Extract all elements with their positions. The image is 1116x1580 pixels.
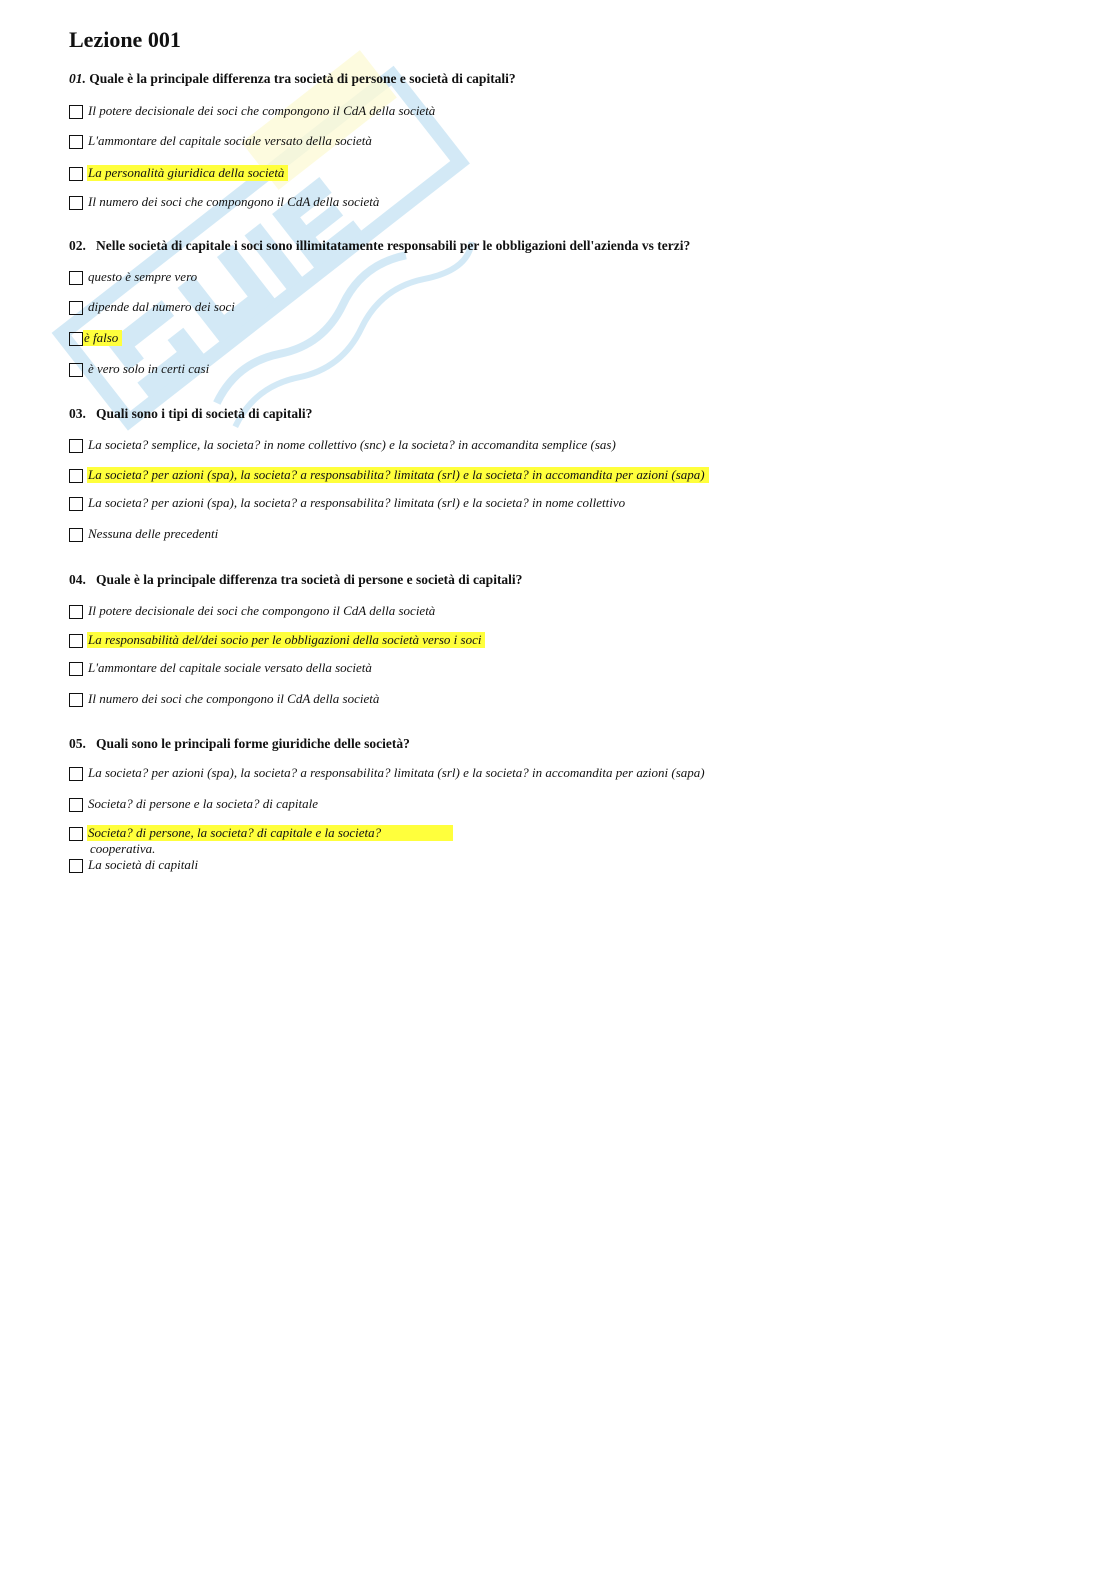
answer-option[interactable] — [69, 660, 376, 678]
answer-option[interactable] — [69, 194, 383, 212]
answer-text: La societa? semplice, la societa? in nome collettivo (snc) e la societa? in accomandita semplice (sas) — [88, 437, 616, 452]
checkbox[interactable] — [69, 827, 83, 841]
answer-option[interactable] — [69, 857, 202, 875]
question-number: 04. — [69, 572, 86, 587]
question-number: 03. — [69, 406, 86, 421]
checkbox[interactable] — [69, 135, 83, 149]
checkbox[interactable] — [69, 528, 83, 542]
answer-text: La società di capitali — [88, 857, 199, 872]
question-4 — [69, 572, 522, 588]
checkbox[interactable] — [69, 105, 83, 119]
checkbox[interactable] — [69, 693, 83, 707]
answer-text: Nessuna delle precedenti — [88, 526, 219, 541]
answer-option-correct[interactable] — [69, 165, 288, 183]
answer-text: L'ammontare del capitale sociale versato della società — [88, 133, 372, 148]
checkbox[interactable] — [69, 469, 83, 483]
answer-text: dipende dal numero dei soci — [88, 299, 235, 314]
question-1 — [69, 71, 516, 87]
question-text: Quali sono i tipi di società di capitali? — [96, 406, 313, 421]
answer-text-continuation: cooperativa. — [90, 841, 156, 856]
answer-text: questo è sempre vero — [88, 269, 198, 284]
checkbox[interactable] — [69, 167, 83, 181]
answer-text: La societa? per azioni (spa), la societa? a responsabilita? limitata (srl) e la societa? in accomandita per azioni (sapa) — [88, 765, 705, 780]
answer-option-correct[interactable] — [69, 632, 485, 650]
answer-text: Il potere decisionale dei soci che compongono il CdA della società — [88, 103, 436, 118]
answer-option[interactable] — [69, 269, 201, 287]
answer-text-highlighted: La societa? per azioni (spa), la societa? a responsabilita? limitata (srl) e la societa? in accomandita per azioni (sapa) — [87, 467, 709, 483]
answer-option[interactable] — [69, 603, 439, 621]
answer-option[interactable] — [69, 437, 620, 455]
checkbox[interactable] — [69, 662, 83, 676]
checkbox[interactable] — [69, 605, 83, 619]
question-5 — [69, 736, 410, 752]
answer-option-correct[interactable] — [69, 467, 709, 485]
answer-option-correct[interactable] — [69, 330, 122, 348]
answer-text-highlighted: è falso — [83, 330, 122, 346]
page-title: Lezione 001 — [69, 27, 181, 52]
checkbox[interactable] — [69, 196, 83, 210]
checkbox[interactable] — [69, 332, 83, 346]
answer-text: L'ammontare del capitale sociale versato della società — [88, 660, 372, 675]
answer-text: Il numero dei soci che compongono il CdA della società — [88, 194, 380, 209]
answer-option[interactable] — [69, 299, 239, 317]
answer-text: Societa? di persone e la societa? di capitale — [88, 796, 318, 811]
question-3 — [69, 406, 312, 422]
checkbox[interactable] — [69, 767, 83, 781]
answer-option[interactable] — [69, 691, 383, 709]
answer-option[interactable] — [69, 361, 213, 379]
question-number: 02. — [69, 238, 86, 253]
question-number: 01. — [69, 71, 86, 86]
checkbox[interactable] — [69, 271, 83, 285]
answer-text-highlighted: Societa? di persone, la societa? di capitale e la societa? — [87, 825, 453, 841]
question-2 — [69, 238, 690, 254]
answer-text: Il potere decisionale dei soci che compongono il CdA della società — [88, 603, 436, 618]
question-number: 05. — [69, 736, 86, 751]
answer-option[interactable] — [69, 796, 322, 814]
checkbox[interactable] — [69, 497, 83, 511]
checkbox[interactable] — [69, 439, 83, 453]
answer-text: La societa? per azioni (spa), la societa? a responsabilita? limitata (srl) e la societa? in nome collettivo — [88, 495, 626, 510]
answer-option[interactable] — [69, 495, 629, 513]
question-text: Nelle società di capitale i soci sono illimitatamente responsabili per le obbligazioni dell'azienda vs terzi? — [96, 238, 691, 253]
checkbox[interactable] — [69, 301, 83, 315]
checkbox[interactable] — [69, 634, 83, 648]
checkbox[interactable] — [69, 798, 83, 812]
question-text: Quale è la principale differenza tra società di persone e società di capitali? — [89, 71, 516, 86]
answer-text: Il numero dei soci che compongono il CdA della società — [88, 691, 380, 706]
answer-text-highlighted: La personalità giuridica della società — [87, 165, 288, 181]
checkbox[interactable] — [69, 859, 83, 873]
question-text: Quale è la principale differenza tra società di persone e società di capitali? — [96, 572, 523, 587]
answer-option[interactable] — [69, 133, 376, 151]
answer-option[interactable] — [69, 765, 709, 783]
answer-text: è vero solo in certi casi — [88, 361, 210, 376]
answer-option[interactable] — [69, 526, 222, 544]
answer-option[interactable] — [69, 103, 439, 121]
question-text: Quali sono le principali forme giuridiche delle società? — [96, 736, 410, 751]
answer-text-highlighted: La responsabilità del/dei socio per le obbligazioni della società verso i soci — [87, 632, 485, 648]
checkbox[interactable] — [69, 363, 83, 377]
